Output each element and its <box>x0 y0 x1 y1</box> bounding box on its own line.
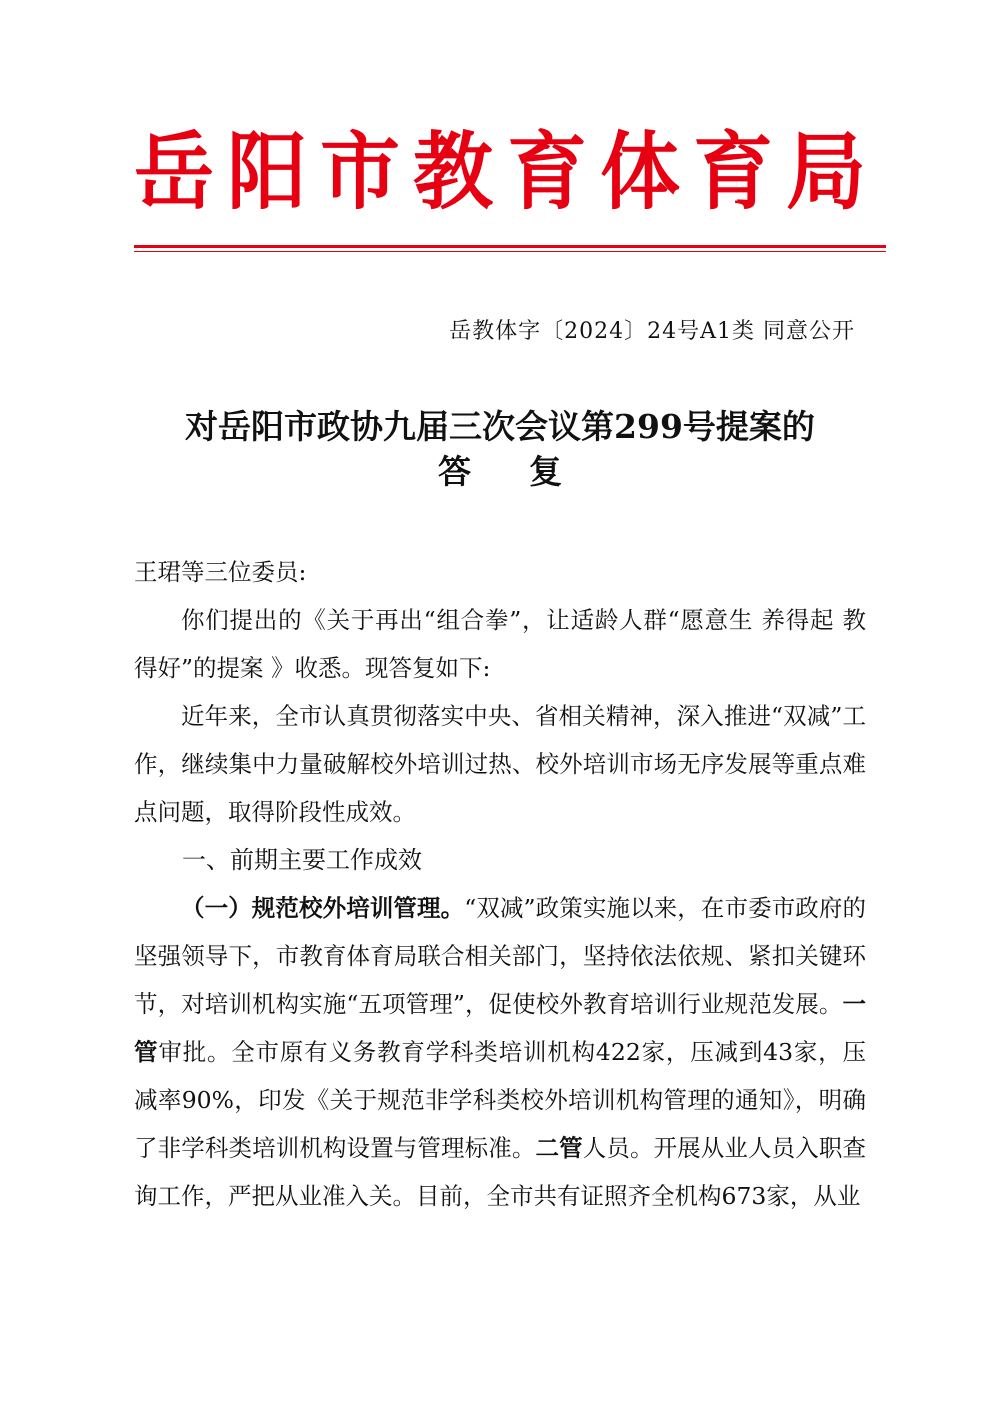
red-divider-thick <box>134 245 886 248</box>
masthead-char: 体 <box>599 122 680 221</box>
paragraph-text: 人员。开展从业人员入职查询工作，严把从业准入关。目前，全市共有证照齐全机构673家，从业 <box>134 1134 867 1210</box>
masthead-char: 教 <box>413 122 494 221</box>
paragraph-text: 审批。全市原有义务教育学科类培训机构422家，压减到43家，压减率90%，印发《关于规范非学科类校外培训机构管理的通知》，明确了非学科类培训机构设置与管理标准。 <box>134 1038 866 1162</box>
masthead-char: 岳 <box>134 122 214 221</box>
document-number: 岳教体字〔2024〕24号A1类 同意公开 <box>449 319 855 344</box>
masthead-char: 阳 <box>227 122 308 221</box>
subsection-heading: （一）规范校外培训管理。 <box>181 894 465 922</box>
salutation: 王珺等三位委员: <box>134 558 307 586</box>
masthead-char: 局 <box>786 122 866 221</box>
masthead-char: 市 <box>320 122 401 221</box>
section-heading: 一、前期主要工作成效 <box>182 846 422 874</box>
paragraph-section-1 <box>134 884 866 1220</box>
red-divider-thin <box>134 251 886 252</box>
masthead-char: 育 <box>506 122 587 221</box>
paragraph-background: 近年来，全市认真贯彻落实中央、省相关精神，深入推进“双减”工作，继续集中力量破解校外培训过热、校外培训市场无序发展等重点难点问题，取得阶段性成效。 <box>134 702 866 826</box>
paragraph-text: “双减”政策实施以来，在市委市政府的坚强领导下，市教育体育局联合相关部门，坚持依法依规、紧扣关键环节，对培训机构实施“五项管理”，促使校外教育培训行业规范发展。 <box>134 894 867 1018</box>
document-body <box>134 548 866 1220</box>
paragraph-intro: 你们提出的《关于再出“组合拳”，让适龄人群“愿意生 养得起 教得好”的提案 》收悉。现答复如下: <box>134 606 866 682</box>
masthead-char: 育 <box>692 122 773 221</box>
emphasis-text: 一管 <box>134 990 866 1066</box>
masthead-title <box>132 122 868 222</box>
document-title-line2: 答复 <box>438 452 620 491</box>
document-title-line1: 对岳阳市政协九届三次会议第299号提案的 <box>185 407 815 446</box>
emphasis-text: 二管 <box>535 1134 583 1162</box>
